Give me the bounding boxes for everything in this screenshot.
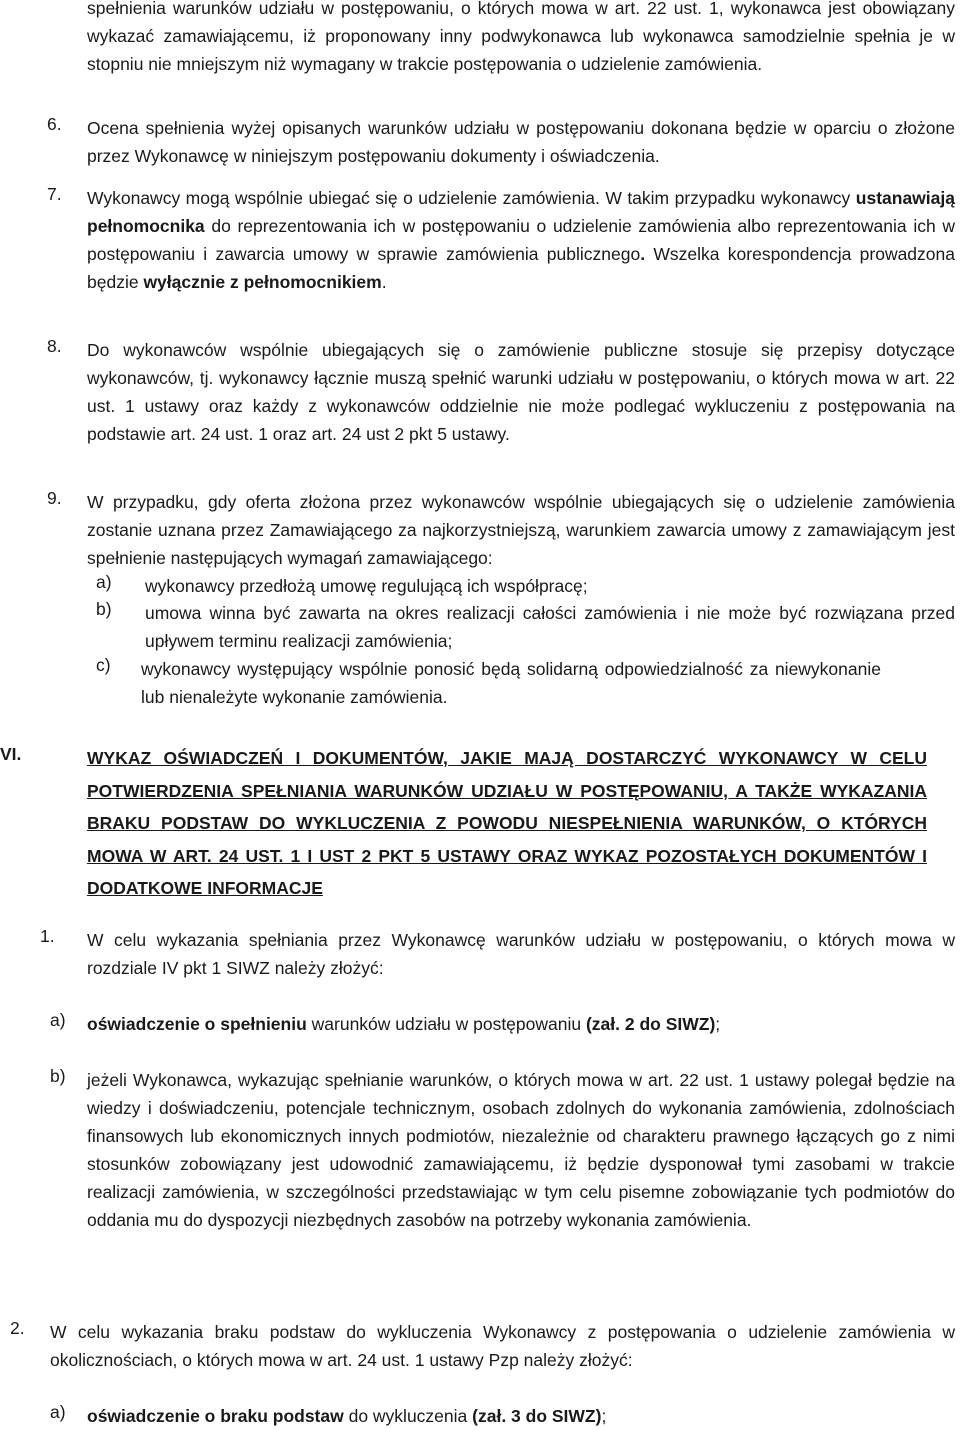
list-text: oświadczenie o braku podstaw do wykluczenia (zał. 3 do SIWZ); xyxy=(87,1406,607,1426)
list-text: wykonawcy występujący wspólnie ponosić będą solidarną odpowiedzialność za niewykonanie lub nienależyte wykonanie zamówienia. xyxy=(141,659,881,707)
paragraph-text: Wykonawcy mogą wspólnie ubiegać się o udzielenie zamówienia. W takim przypadku wykonawcy ustanawiają pełnomocnika do reprezentowania ich w postępowaniu o udzielenie zamówienia albo reprezentowania ich w postępowaniu i zawarcia umowy w sprawie zamówienia publicznego. Wszelka korespondencja prowadzona będzie wyłącznie z pełnomocnikiem. xyxy=(87,188,955,292)
paragraph-text: W celu wykazania spełniania przez Wykonawcę warunków udziału w postępowaniu, o których mowa w rozdziale IV pkt 1 SIWZ należy złożyć: xyxy=(87,930,955,978)
list-text: wykonawcy przedłożą umowę regulującą ich współpracę; xyxy=(145,576,588,596)
list-label: c) xyxy=(96,655,111,675)
section-item-2 xyxy=(0,1318,960,1374)
list-item xyxy=(0,599,960,655)
bold-phrase: ustanawiają pełnomocnika xyxy=(87,188,955,236)
list-label: b) xyxy=(96,599,112,619)
bold-phrase: wyłącznie z pełnomocnikiem xyxy=(143,272,382,292)
list-label: b) xyxy=(50,1066,66,1086)
list-label: a) xyxy=(50,1402,66,1422)
paragraph-9 xyxy=(0,488,960,572)
paragraph-text: W celu wykazania braku podstaw do wykluczenia Wykonawcy z postępowania o udzielenie zamówienia w okolicznościach, o których mowa w art. 24 ust. 1 ustawy Pzp należy złożyć: xyxy=(50,1322,955,1370)
paragraph-number: 8. xyxy=(47,336,62,356)
list-text: jeżeli Wykonawca, wykazując spełnianie warunków, o których mowa w art. 22 ust. 1 ustawy polegał będzie na wiedzy i doświadczeniu, potencjale technicznym, osobach zdolnych do wykonania zamówienia, zdolnościach finansowych lub ekonomicznych innych podmiotów, niezależnie od charakteru prawnego łączących go z nimi stosunków zobowiązany jest udowodnić zamawiającemu, iż będzie dysponował tymi zasobami w trakcie realizacji zamówienia, w szczególności przedstawiając w tym celu pisemne zobowiązanie tych podmiotów do oddania mu do dyspozycji niezbędnych zasobów na potrzeby wykonania zamówienia. xyxy=(87,1070,955,1230)
paragraph-6 xyxy=(0,114,960,170)
section-heading xyxy=(0,742,960,905)
paragraph-5-continuation xyxy=(87,0,955,78)
list-item xyxy=(0,1402,960,1430)
list-label: a) xyxy=(96,572,112,592)
paragraph-number: 9. xyxy=(47,488,62,508)
list-item xyxy=(0,1066,960,1234)
paragraph-7 xyxy=(0,184,960,296)
paragraph-number: 2. xyxy=(10,1318,25,1338)
paragraph-text: Do wykonawców wspólnie ubiegających się o zamówienie publiczne stosuje się przepisy dotyczące wykonawców, tj. wykonawcy łącznie muszą spełnić warunki udziału w postępowaniu, o których mowa w art. 22 ust. 1 ustawy oraz każdy z wykonawców oddzielnie nie może podlegać wykluczeniu z postępowania na podstawie art. 24 ust. 1 oraz art. 24 ust 2 pkt 5 ustawy. xyxy=(87,340,955,444)
list-item xyxy=(0,1010,960,1038)
paragraph-number: 1. xyxy=(40,926,55,946)
paragraph-number: 7. xyxy=(47,184,62,204)
section-number: VI. xyxy=(0,744,22,764)
list-text: oświadczenie o spełnieniu warunków udziału w postępowaniu (zał. 2 do SIWZ); xyxy=(87,1014,721,1034)
paragraph-text: Ocena spełnienia wyżej opisanych warunków udziału w postępowaniu dokonana będzie w oparciu o złożone przez Wykonawcę w niniejszym postępowaniu dokumenty i oświadczenia. xyxy=(87,118,955,166)
paragraph-number: 6. xyxy=(47,114,62,134)
section-title: WYKAZ OŚWIADCZEŃ I DOKUMENTÓW, JAKIE MAJĄ DOSTARCZYĆ WYKONAWCY W CELU POTWIERDZENIA SPEŁNIANIA WARUNKÓW UDZIAŁU W POSTĘPOWANIU, A TAKŻE WYKAZANIA BRAKU PODSTAW DO WYKLUCZENIA Z POWODU NIESPEŁNIENIA WARUNKÓW, O KTÓRYCH MOWA W ART. 24 UST. 1 I UST 2 PKT 5 USTAWY ORAZ WYKAZ POZOSTAŁYCH DOKUMENTÓW I DODATKOWE INFORMACJE xyxy=(87,748,927,898)
paragraph-text: W przypadku, gdy oferta złożona przez wykonawców wspólnie ubiegających się o udzielenie zamówienia zostanie uznana przez Zamawiającego za najkorzystniejszą, warunkiem zawarcia umowy z zamawiającym jest spełnienie następujących wymagań zamawiającego: xyxy=(87,492,955,568)
list-item xyxy=(0,572,960,600)
section-item-1 xyxy=(0,926,960,982)
paragraph-8 xyxy=(0,336,960,448)
list-item xyxy=(0,655,960,711)
list-label: a) xyxy=(50,1010,66,1030)
list-text: umowa winna być zawarta na okres realizacji całości zamówienia i nie może być rozwiązana przed upływem terminu realizacji zamówienia; xyxy=(145,603,955,651)
paragraph-text: spełnienia warunków udziału w postępowaniu, o których mowa w art. 22 ust. 1, wykonawca jest obowiązany wykazać zamawiającemu, iż proponowany inny podwykonawca lub wykonawca samodzielnie spełnia je w stopniu nie mniejszym niż wymagany w trakcie postępowania o udzielenie zamówienia. xyxy=(87,0,955,74)
